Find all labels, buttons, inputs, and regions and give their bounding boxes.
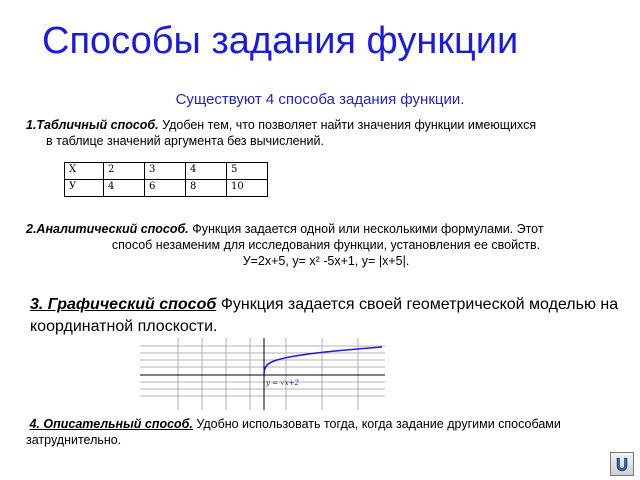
table-cell: 2: [104, 163, 145, 180]
method-analytic-text-1: Функция задается одной или несколькими формулами. Этот: [188, 222, 544, 236]
method-analytic-heading: 2.Аналитический способ.: [26, 222, 189, 236]
home-icon: [613, 455, 631, 473]
method-graphic-paragraph: [30, 294, 630, 338]
method-graphic-heading: 3. Графический способ: [30, 296, 217, 313]
method-table-heading: 1.Табличный способ.: [26, 118, 159, 132]
method-analytic-formulas: У=2х+5, у= х² -5х+1, у= |х+5|.: [242, 254, 410, 268]
slide-title: Способы задания функции: [42, 20, 519, 62]
method-table-text-2: в таблице значений аргумента без вычислений.: [46, 134, 324, 148]
slide-subtitle: Существуют 4 способа задания функции.: [175, 91, 465, 108]
table-cell: Х: [65, 163, 104, 180]
table-cell: 4: [104, 180, 145, 197]
method-table-text-1: Удобен тем, что позволяет найти значения функции имеющихся: [158, 118, 537, 132]
function-graph: [140, 338, 385, 410]
table-cell: 6: [145, 180, 186, 197]
table-cell: 4: [186, 163, 227, 180]
method-descriptive-paragraph: [26, 416, 626, 448]
table-cell: 10: [227, 180, 268, 197]
function-label: y = √x+2: [266, 379, 299, 387]
method-analytic-paragraph: [26, 221, 626, 269]
table-cell: 5: [227, 163, 268, 180]
table-row: [65, 163, 268, 180]
function-curve: [264, 347, 382, 375]
home-button[interactable]: [610, 452, 634, 476]
table-cell: 3: [145, 163, 186, 180]
graph-grid: [140, 338, 385, 410]
method-table-paragraph: [26, 117, 626, 149]
table-row: [65, 180, 268, 197]
table-cell: 8: [186, 180, 227, 197]
table-cell: У: [65, 180, 104, 197]
method-descriptive-heading: 4. Описательный способ.: [29, 417, 193, 431]
values-table: [64, 162, 268, 197]
method-descriptive-text: Удобно использовать тогда, когда задание другими способами затруднительно.: [26, 417, 561, 447]
method-analytic-text-2: способ незаменим для исследования функции, установления ее свойств.: [111, 238, 541, 252]
method-graphic-text: Функция задается своей геометрической моделью на координатной плоскости.: [30, 296, 619, 335]
